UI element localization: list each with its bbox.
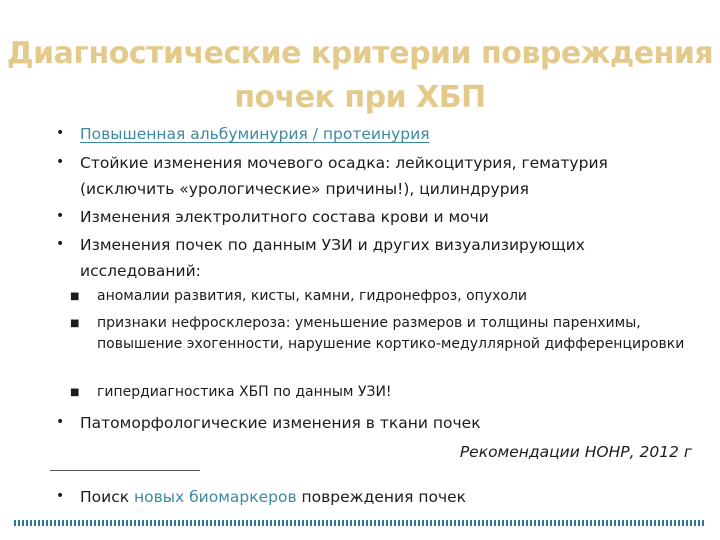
sub-list-item-text: аномалии развития, кисты, камни, гидронефроз, опухоли (97, 288, 528, 304)
bullet-icon: • (56, 125, 65, 141)
square-bullet-icon: ■ (70, 291, 80, 302)
slide-title: Диагностические критерии повреждения почек при ХБП (6, 36, 714, 115)
citation: Рекомендации НОНР, 2012 г (459, 443, 692, 461)
list-item-text: Изменения электролитного состава крови и мочи (80, 208, 489, 226)
bullet-icon: • (56, 208, 65, 224)
bullet-icon: • (56, 154, 65, 170)
list-item-prefix: Поиск (80, 488, 135, 506)
list-item-text: Стойкие изменения мочевого осадка: лейкоцитурия, гематурия (исключить «урологические» причины!), цилиндрурия (80, 154, 608, 198)
square-bullet-icon: ■ (70, 387, 80, 398)
sub-list-item-text: признаки нефросклероза: уменьшение размеров и толщины паренхимы, повышение эхогенности, нарушение кортико-медуллярной дифференцировки (97, 315, 685, 352)
biomarkers-highlight: новых биомаркеров (134, 488, 297, 506)
list-item-suffix: повреждения почек (296, 488, 467, 506)
decorative-stripe (14, 520, 706, 526)
square-bullet-icon: ■ (70, 318, 80, 329)
sub-list-item-text: гипердиагностика ХБП по данным УЗИ! (97, 384, 392, 400)
list-item-text: Изменения почек по данным УЗИ и других визуализирующих исследований: (80, 236, 585, 280)
list-item-text: Патоморфологические изменения в ткани почек (80, 414, 481, 432)
list-item-text (80, 484, 680, 510)
albuminuria-link[interactable]: Повышенная альбуминурия / протеинурия (80, 125, 430, 143)
bullet-icon: • (56, 488, 65, 504)
bullet-icon: • (56, 236, 65, 252)
divider (50, 470, 200, 472)
bullet-icon: • (56, 414, 65, 430)
